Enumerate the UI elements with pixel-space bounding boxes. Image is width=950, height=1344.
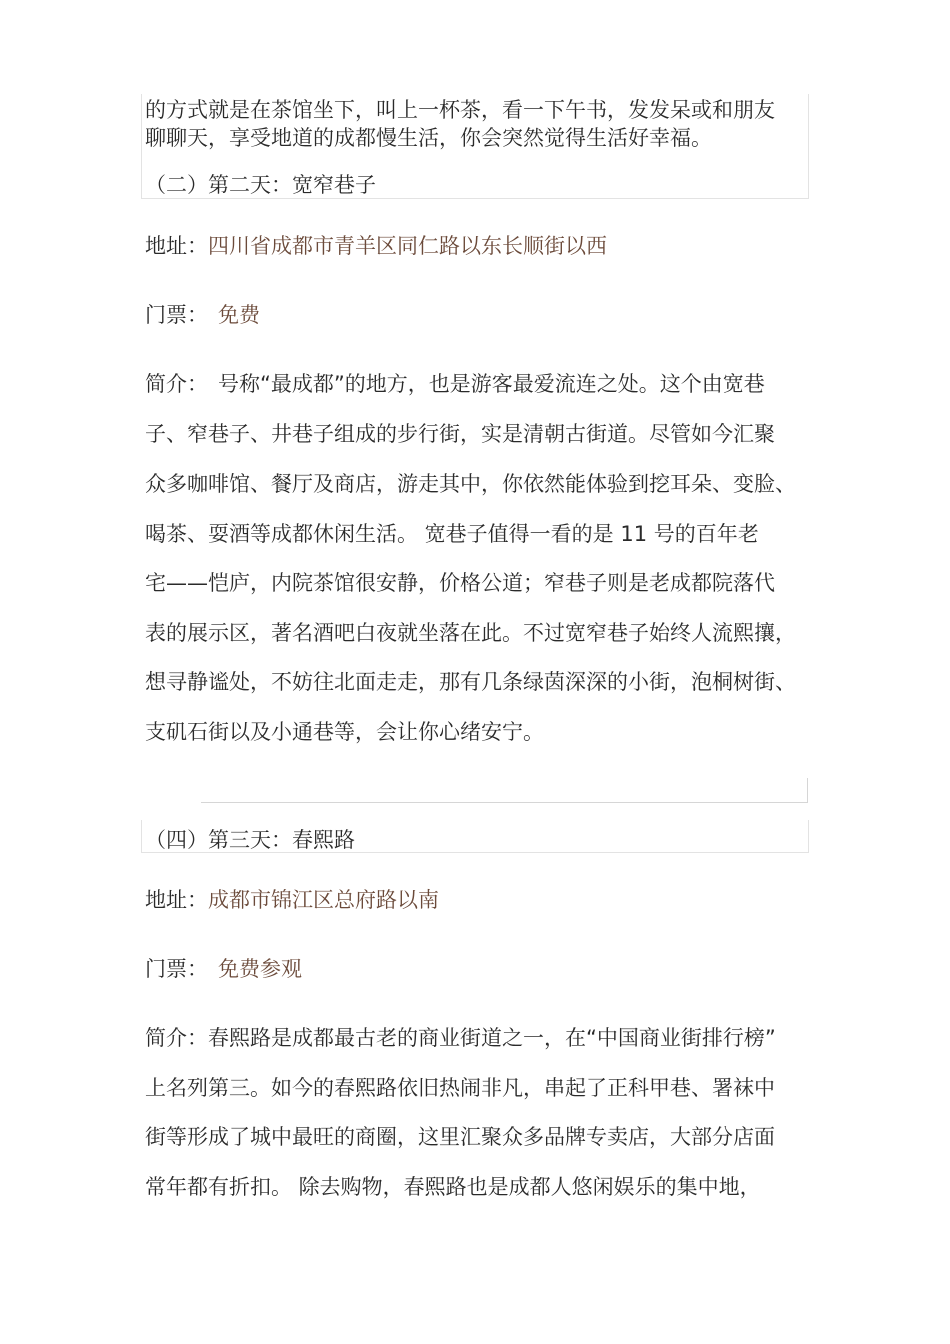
address-label: 地址：	[145, 234, 208, 258]
intro-line-2: 聊聊天，享受地道的成都慢生活，你会突然觉得生活好幸福。	[145, 126, 712, 150]
day3-intro-line-1	[145, 1022, 776, 1052]
day2-intro-line-4: 喝茶、耍酒等成都休闲生活。 宽巷子值得一看的是 11 号的百年老	[145, 522, 759, 546]
address-value: 四川省成都市青羊区同仁路以东长顺街以西	[208, 234, 607, 258]
day2-intro-line-8: 支矶石街以及小通巷等，会让你心绪安宁。	[145, 720, 544, 744]
ticket-label: 门票：	[145, 303, 208, 327]
day2-intro-line-6: 表的展示区，著名酒吧白夜就坐落在此。不过宽窄巷子始终人流熙攘，	[145, 621, 796, 645]
ticket-value: 免费	[218, 303, 260, 327]
day2-intro-line-3: 众多咖啡馆、餐厅及商店，游走其中，你依然能体验到挖耳朵、变脸、	[145, 472, 796, 496]
day3-heading: （四）第三天：春熙路	[145, 828, 355, 852]
intro-line-1: 的方式就是在茶馆坐下，叫上一杯茶，看一下午书，发发呆或和朋友	[145, 98, 775, 122]
day3-intro-line-3: 街等形成了城中最旺的商圈，这里汇聚众多品牌专卖店，大部分店面	[145, 1125, 775, 1149]
day2-ticket	[145, 299, 260, 329]
intro-text: 号称“最成都”的地方，也是游客最爱流连之处。这个由宽巷	[218, 372, 765, 396]
day2-intro-line-5: 宅——恺庐，内院茶馆很安静，价格公道；窄巷子则是老成都院落代	[145, 571, 775, 595]
address-label: 地址：	[145, 888, 208, 912]
day2-address	[145, 230, 607, 260]
intro-label: 简介：	[145, 372, 208, 396]
intro-text: 春熙路是成都最古老的商业街道之一，在“中国商业街排行榜”	[208, 1026, 776, 1050]
day3-intro-line-2: 上名列第三。如今的春熙路依旧热闹非凡，串起了正科甲巷、署袜中	[145, 1076, 775, 1100]
intro-label: 简介：	[145, 1026, 208, 1050]
day2-intro-line-7: 想寻静谧处，不妨往北面走走，那有几条绿茵深深的小街，泡桐树街、	[145, 670, 796, 694]
intro-paragraph	[145, 96, 775, 152]
ticket-value: 免费参观	[218, 957, 302, 981]
day2-intro-line-2: 子、窄巷子、井巷子组成的步行街，实是清朝古街道。尽管如今汇聚	[145, 422, 775, 446]
address-value: 成都市锦江区总府路以南	[208, 888, 439, 912]
day2-intro-line-1	[145, 368, 765, 398]
day2-heading: （二）第二天：宽窄巷子	[145, 173, 376, 197]
day3-ticket	[145, 953, 302, 983]
day3-address	[145, 884, 439, 914]
ticket-label: 门票：	[145, 957, 208, 981]
day3-intro-line-4: 常年都有折扣。 除去购物，春熙路也是成都人悠闲娱乐的集中地，	[145, 1175, 761, 1199]
section-divider	[201, 778, 808, 803]
